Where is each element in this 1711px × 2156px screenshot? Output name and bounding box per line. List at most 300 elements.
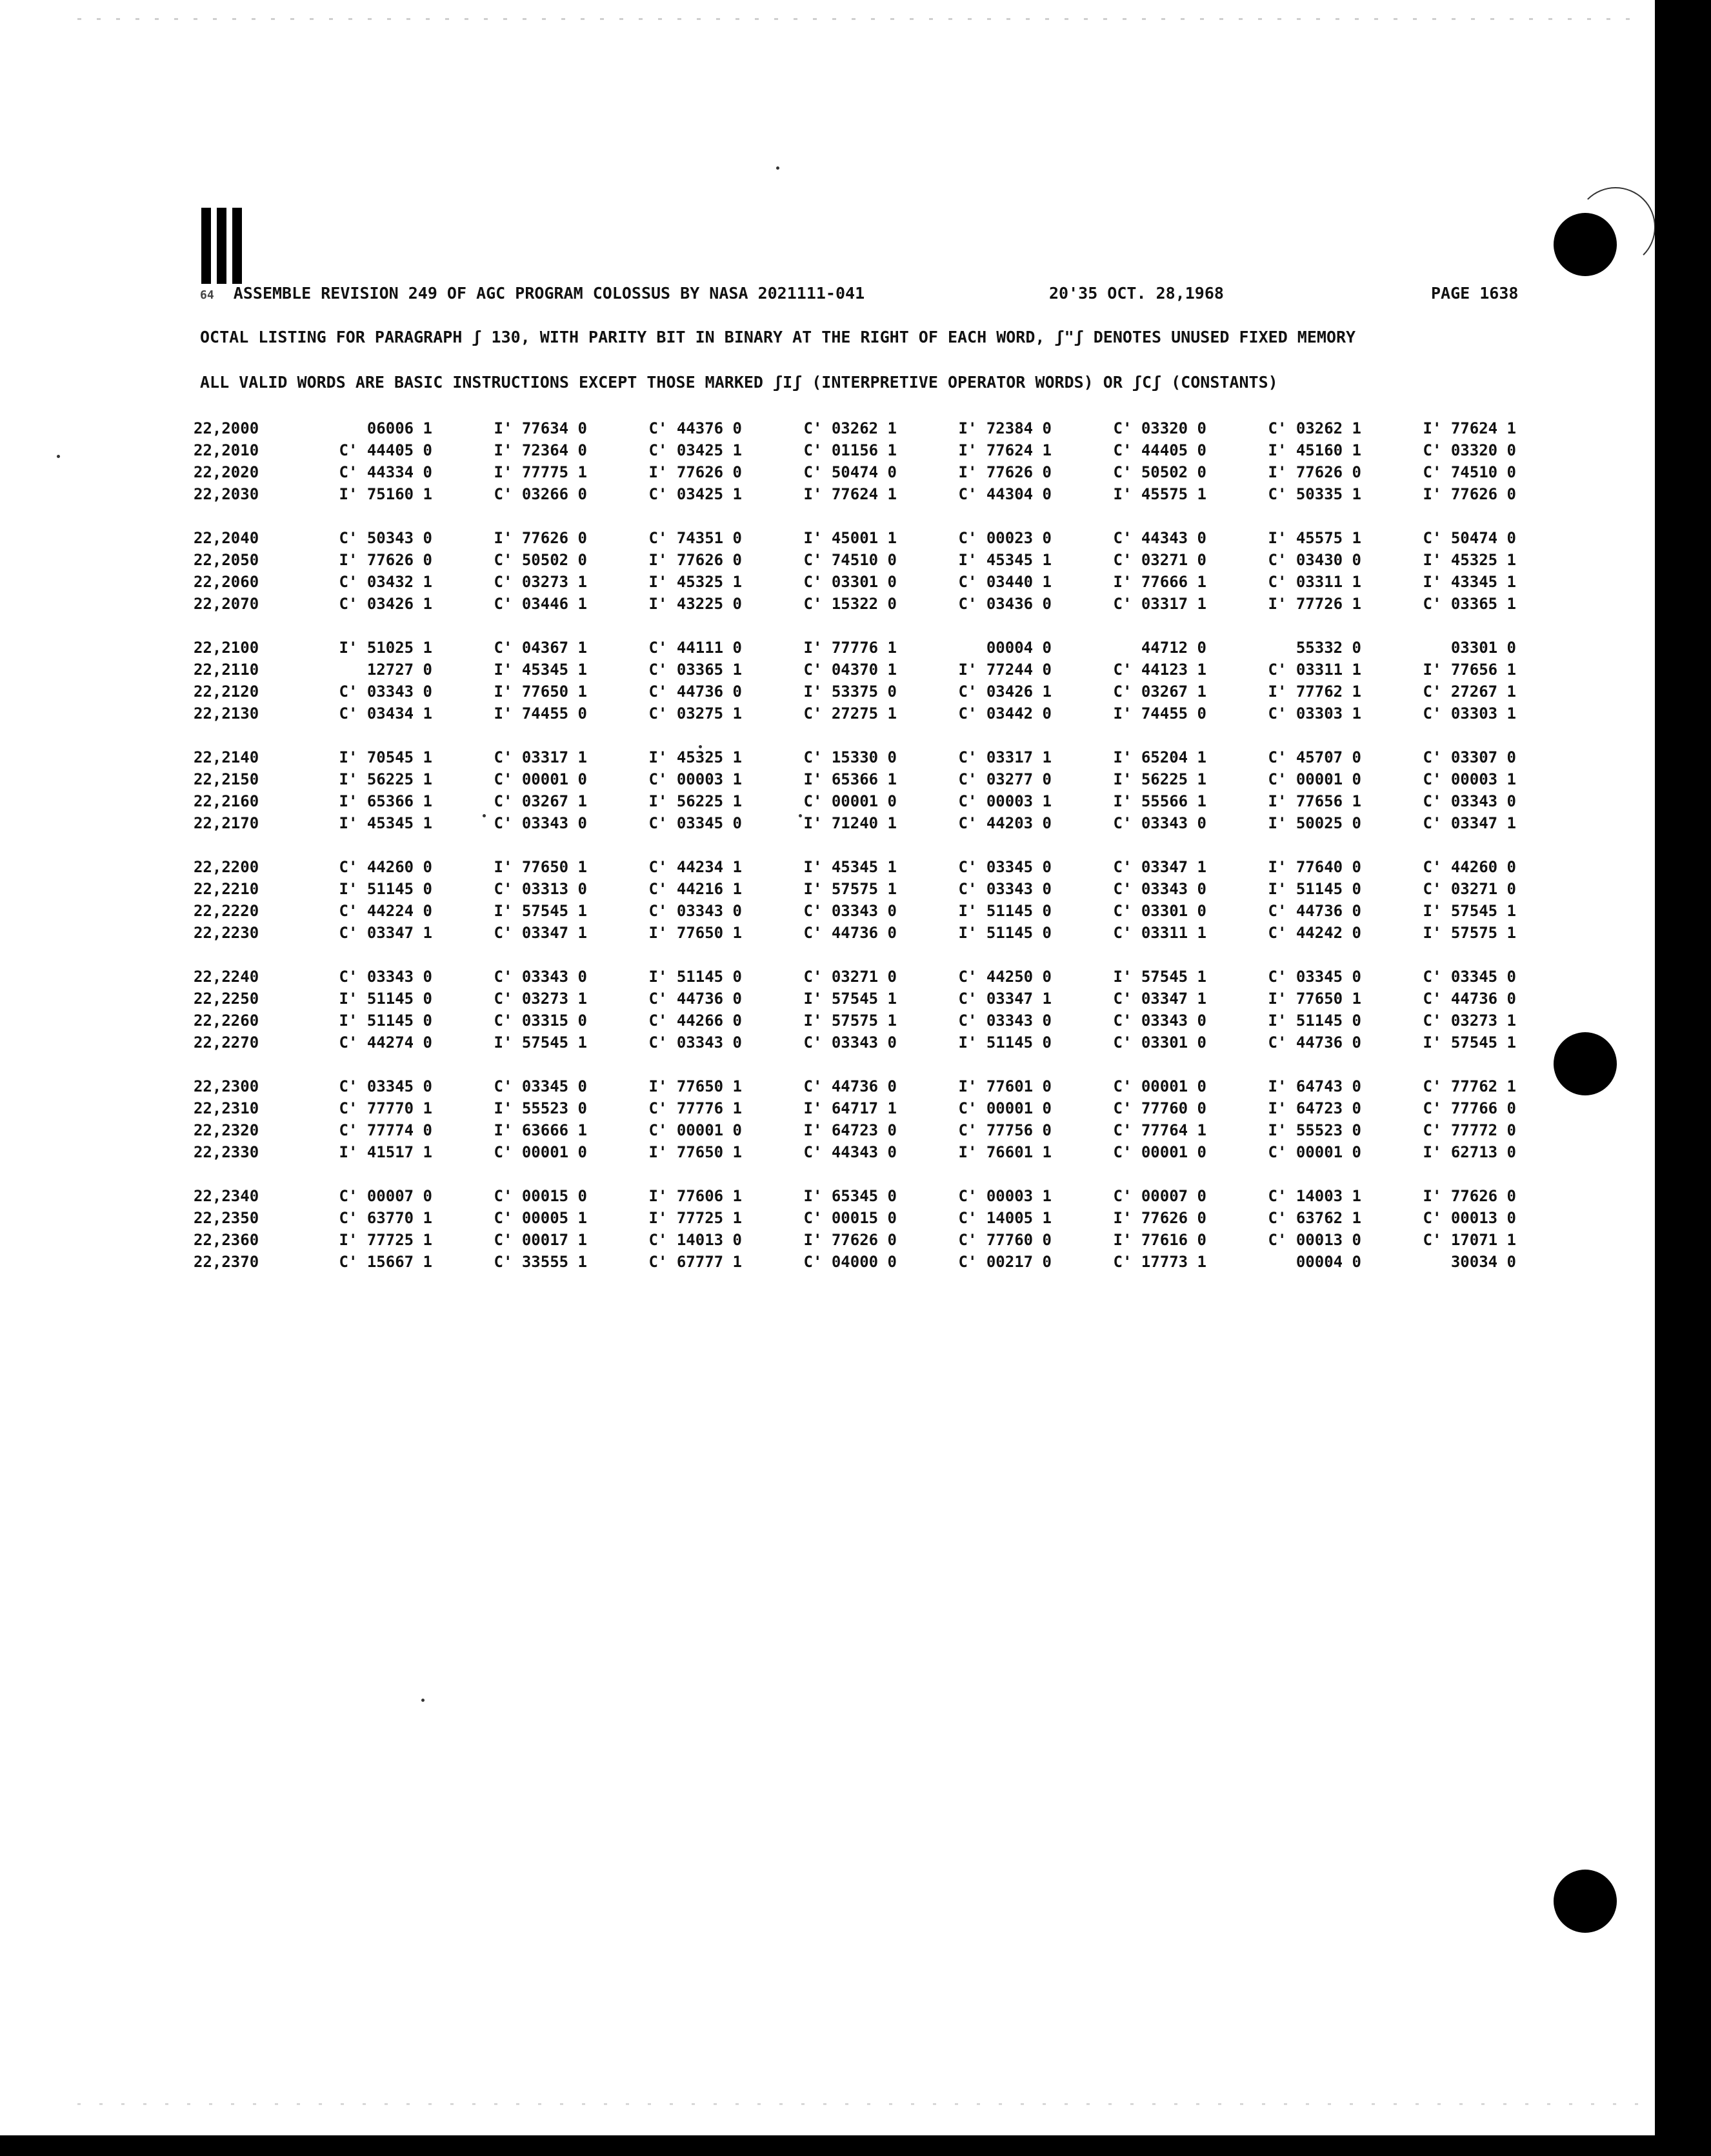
top-scan-noise [77, 18, 1639, 20]
memory-word: I' 65204 1 [1113, 748, 1206, 766]
memory-word: C' 03434 1 [339, 704, 432, 723]
listing-description: OCTAL LISTING FOR PARAGRAPH ʃ 130, WITH PARITY BIT IN BINARY AT THE RIGHT OF EACH WORD, ʃ"ʃ DENOTES UNUSED FIXED MEMORY [200, 328, 1356, 346]
memory-word: C' 03271 0 [1423, 880, 1516, 898]
memory-word: I' 72364 0 [494, 441, 587, 459]
memory-word: C' 03315 0 [494, 1012, 587, 1030]
row-address: 22,2050 [194, 551, 259, 569]
memory-word: C' 77772 0 [1423, 1121, 1516, 1139]
memory-word: I' 77725 1 [339, 1231, 432, 1249]
memory-word: I' 55523 0 [494, 1099, 587, 1117]
scan-speck [776, 166, 779, 170]
memory-word: C' 03430 0 [1268, 551, 1361, 569]
memory-word: I' 45345 1 [494, 661, 587, 679]
memory-word: I' 74455 0 [1113, 704, 1206, 723]
memory-word: 00004 0 [1268, 1253, 1361, 1271]
punch-hole-middle [1554, 1032, 1617, 1095]
memory-word: I' 57545 1 [1423, 1033, 1516, 1052]
memory-word: C' 27267 1 [1423, 683, 1516, 701]
memory-word: I' 77626 0 [1423, 1187, 1516, 1205]
memory-word: I' 57545 1 [494, 902, 587, 920]
row-address: 22,2240 [194, 968, 259, 986]
memory-word: I' 51025 1 [339, 639, 432, 657]
memory-word: C' 77774 0 [339, 1121, 432, 1139]
memory-word: I' 56225 1 [648, 792, 742, 810]
memory-word: C' 03365 1 [648, 661, 742, 679]
memory-word: I' 77624 1 [1423, 419, 1516, 437]
memory-word: C' 50474 0 [1423, 529, 1516, 547]
memory-word: I' 51145 0 [648, 968, 742, 986]
memory-word: 30034 0 [1423, 1253, 1516, 1271]
memory-word: C' 00003 1 [1423, 770, 1516, 788]
memory-word: C' 67777 1 [648, 1253, 742, 1271]
memory-word: C' 03307 0 [1423, 748, 1516, 766]
memory-word: C' 00023 0 [958, 529, 1052, 547]
memory-word: C' 77766 0 [1423, 1099, 1516, 1117]
memory-word: C' 00007 0 [339, 1187, 432, 1205]
memory-word: C' 03345 0 [494, 1077, 587, 1095]
memory-word: C' 50343 0 [339, 529, 432, 547]
page-marker: 64 [200, 288, 214, 302]
memory-word: I' 51145 0 [1268, 880, 1361, 898]
memory-word: C' 77764 1 [1113, 1121, 1206, 1139]
memory-word: I' 74455 0 [494, 704, 587, 723]
memory-word: C' 03262 1 [803, 419, 897, 437]
memory-word: C' 03311 1 [1268, 573, 1361, 591]
memory-word: C' 00015 0 [494, 1187, 587, 1205]
memory-word: C' 44304 0 [958, 485, 1052, 503]
memory-word: C' 00015 0 [803, 1209, 897, 1227]
memory-word: C' 44334 0 [339, 463, 432, 481]
memory-word: I' 51145 0 [339, 990, 432, 1008]
memory-word: C' 44242 0 [1268, 924, 1361, 942]
memory-word: C' 44343 0 [803, 1143, 897, 1161]
memory-word: I' 77650 1 [648, 1143, 742, 1161]
memory-word: C' 03275 1 [648, 704, 742, 723]
memory-word: C' 03425 1 [648, 441, 742, 459]
memory-word: C' 03273 1 [494, 573, 587, 591]
memory-word: I' 77626 0 [1113, 1209, 1206, 1227]
memory-word: C' 03271 0 [803, 968, 897, 986]
memory-word: C' 44736 0 [648, 990, 742, 1008]
memory-word: I' 70545 1 [339, 748, 432, 766]
memory-word: C' 04370 1 [803, 661, 897, 679]
memory-word: C' 50502 0 [1113, 463, 1206, 481]
row-address: 22,2370 [194, 1253, 259, 1271]
memory-word: C' 00013 0 [1423, 1209, 1516, 1227]
memory-word: I' 64717 1 [803, 1099, 897, 1117]
memory-word: C' 50474 0 [803, 463, 897, 481]
row-address: 22,2020 [194, 463, 259, 481]
memory-word: C' 00001 0 [958, 1099, 1052, 1117]
memory-word: 55332 0 [1268, 639, 1361, 657]
memory-word: C' 03345 0 [958, 858, 1052, 876]
memory-word: I' 72384 0 [958, 419, 1052, 437]
row-address: 22,2340 [194, 1187, 259, 1205]
memory-word: I' 45345 1 [803, 858, 897, 876]
memory-word: C' 03343 0 [1113, 814, 1206, 832]
memory-word: C' 03347 1 [494, 924, 587, 942]
memory-word: C' 03343 0 [1423, 792, 1516, 810]
row-address: 22,2140 [194, 748, 259, 766]
memory-word: C' 03343 0 [1113, 880, 1206, 898]
memory-word: C' 15667 1 [339, 1253, 432, 1271]
memory-word: C' 00013 0 [1268, 1231, 1361, 1249]
memory-word: I' 50025 0 [1268, 814, 1361, 832]
memory-word: C' 03267 1 [1113, 683, 1206, 701]
memory-word: I' 77726 1 [1268, 595, 1361, 613]
memory-word: I' 51145 0 [339, 880, 432, 898]
memory-word: C' 77760 0 [958, 1231, 1052, 1249]
memory-word: C' 63762 1 [1268, 1209, 1361, 1227]
memory-word: I' 77776 1 [803, 639, 897, 657]
memory-word: I' 51145 0 [339, 1012, 432, 1030]
memory-word: 44712 0 [1113, 639, 1206, 657]
memory-word: C' 77762 1 [1423, 1077, 1516, 1095]
memory-word: I' 57575 1 [803, 1012, 897, 1030]
memory-word: C' 44266 0 [648, 1012, 742, 1030]
memory-word: I' 51145 0 [958, 902, 1052, 920]
memory-word: C' 03317 1 [958, 748, 1052, 766]
memory-word: I' 45575 1 [1113, 485, 1206, 503]
memory-word: C' 15322 0 [803, 595, 897, 613]
memory-word: C' 03262 1 [1268, 419, 1361, 437]
row-address: 22,2300 [194, 1077, 259, 1095]
memory-word: C' 14013 0 [648, 1231, 742, 1249]
memory-word: C' 74351 0 [648, 529, 742, 547]
memory-word: C' 03440 1 [958, 573, 1052, 591]
memory-word: I' 77634 0 [494, 419, 587, 437]
row-address: 22,2260 [194, 1012, 259, 1030]
memory-word: I' 77666 1 [1113, 573, 1206, 591]
memory-word: C' 00001 0 [1113, 1143, 1206, 1161]
memory-word: C' 00001 0 [494, 770, 587, 788]
row-address: 22,2250 [194, 990, 259, 1008]
memory-word: C' 03313 0 [494, 880, 587, 898]
memory-word: C' 33555 1 [494, 1253, 587, 1271]
listing-title [200, 284, 865, 303]
row-address: 22,2200 [194, 858, 259, 876]
page-number: PAGE 1638 [1431, 284, 1519, 303]
row-address: 22,2150 [194, 770, 259, 788]
row-address: 22,2060 [194, 573, 259, 591]
row-address: 22,2070 [194, 595, 259, 613]
memory-word: C' 00003 1 [648, 770, 742, 788]
memory-word: C' 77776 1 [648, 1099, 742, 1117]
memory-word: I' 77601 0 [958, 1077, 1052, 1095]
memory-word: I' 77624 1 [958, 441, 1052, 459]
memory-word: C' 14003 1 [1268, 1187, 1361, 1205]
memory-word: C' 03347 1 [1423, 814, 1516, 832]
memory-word: I' 65345 0 [803, 1187, 897, 1205]
memory-word: C' 44203 0 [958, 814, 1052, 832]
memory-word: I' 77762 1 [1268, 683, 1361, 701]
memory-word: C' 03425 1 [648, 485, 742, 503]
memory-word: C' 44343 0 [1113, 529, 1206, 547]
memory-word: C' 03301 0 [803, 573, 897, 591]
memory-word: C' 00001 0 [1268, 770, 1361, 788]
row-address: 22,2000 [194, 419, 259, 437]
memory-word: I' 77650 1 [494, 858, 587, 876]
memory-word: I' 77626 0 [803, 1231, 897, 1249]
memory-word: 00004 0 [958, 639, 1052, 657]
memory-word: I' 77626 0 [648, 551, 742, 569]
memory-word: C' 03311 1 [1113, 924, 1206, 942]
memory-word: I' 75160 1 [339, 485, 432, 503]
row-address: 22,2040 [194, 529, 259, 547]
memory-word: I' 43225 0 [648, 595, 742, 613]
memory-word: I' 77650 1 [648, 924, 742, 942]
memory-word: C' 00001 0 [648, 1121, 742, 1139]
bottom-scan-noise [77, 2103, 1639, 2105]
memory-word: C' 03426 1 [339, 595, 432, 613]
listing-title-text: ASSEMBLE REVISION 249 OF AGC PROGRAM COLOSSUS BY NASA 2021111-041 [233, 284, 865, 303]
memory-word: I' 77626 0 [494, 529, 587, 547]
memory-word: C' 03436 0 [958, 595, 1052, 613]
memory-word: C' 00017 1 [494, 1231, 587, 1249]
page-bar-mark [201, 208, 249, 284]
memory-word: I' 63666 1 [494, 1121, 587, 1139]
memory-word: I' 45325 1 [1423, 551, 1516, 569]
memory-word: I' 45325 1 [648, 748, 742, 766]
memory-word: C' 03343 0 [494, 814, 587, 832]
memory-word: C' 00001 0 [1268, 1143, 1361, 1161]
memory-word: I' 55566 1 [1113, 792, 1206, 810]
memory-word: I' 77626 0 [339, 551, 432, 569]
memory-word: C' 01156 1 [803, 441, 897, 459]
row-address: 22,2230 [194, 924, 259, 942]
memory-word: C' 00003 1 [958, 792, 1052, 810]
row-address: 22,2350 [194, 1209, 259, 1227]
memory-word: C' 17773 1 [1113, 1253, 1206, 1271]
memory-word: C' 03320 0 [1423, 441, 1516, 459]
memory-word: C' 00001 0 [803, 792, 897, 810]
memory-word: I' 45160 1 [1268, 441, 1361, 459]
memory-word: 03301 0 [1423, 639, 1516, 657]
memory-word: C' 03345 0 [648, 814, 742, 832]
memory-word: I' 43345 1 [1423, 573, 1516, 591]
memory-word: I' 65366 1 [339, 792, 432, 810]
memory-word: C' 44405 0 [339, 441, 432, 459]
scan-speck [57, 455, 60, 458]
memory-word: C' 44260 0 [1423, 858, 1516, 876]
memory-word: C' 00005 1 [494, 1209, 587, 1227]
memory-word: C' 17071 1 [1423, 1231, 1516, 1249]
memory-word: I' 77616 0 [1113, 1231, 1206, 1249]
memory-word: C' 44250 0 [958, 968, 1052, 986]
row-address: 22,2100 [194, 639, 259, 657]
memory-word: I' 77624 1 [803, 485, 897, 503]
row-address: 22,2320 [194, 1121, 259, 1139]
memory-word: C' 03267 1 [494, 792, 587, 810]
punch-hole-arc [1576, 187, 1655, 267]
memory-word: C' 77760 0 [1113, 1099, 1206, 1117]
memory-word: C' 74510 0 [803, 551, 897, 569]
memory-word: I' 57575 1 [803, 880, 897, 898]
memory-word: C' 03343 0 [339, 968, 432, 986]
memory-word: I' 45001 1 [803, 529, 897, 547]
memory-word: C' 03343 0 [803, 902, 897, 920]
row-address: 22,2270 [194, 1033, 259, 1052]
memory-word: C' 03277 0 [958, 770, 1052, 788]
memory-word: I' 71240 1 [803, 814, 897, 832]
memory-word: C' 03345 0 [339, 1077, 432, 1095]
memory-word: C' 44274 0 [339, 1033, 432, 1052]
memory-word: C' 44736 0 [803, 924, 897, 942]
memory-word: C' 03303 1 [1268, 704, 1361, 723]
memory-word: C' 04000 0 [803, 1253, 897, 1271]
memory-word: I' 64743 0 [1268, 1077, 1361, 1095]
memory-word: I' 77626 0 [958, 463, 1052, 481]
memory-word: C' 04367 1 [494, 639, 587, 657]
memory-word: C' 03301 0 [1113, 902, 1206, 920]
memory-word: C' 50335 1 [1268, 485, 1361, 503]
memory-word: C' 03345 0 [1268, 968, 1361, 986]
memory-word: C' 45707 0 [1268, 748, 1361, 766]
memory-word: I' 65366 1 [803, 770, 897, 788]
memory-word: C' 03301 0 [1113, 1033, 1206, 1052]
memory-word: C' 44736 0 [1268, 1033, 1361, 1052]
header-line-3 [200, 373, 1529, 399]
memory-word: I' 41517 1 [339, 1143, 432, 1161]
memory-word: I' 77775 1 [494, 463, 587, 481]
memory-word: C' 03343 0 [958, 1012, 1052, 1030]
memory-word: C' 44736 0 [1268, 902, 1361, 920]
memory-word: C' 03343 0 [648, 902, 742, 920]
memory-word: C' 44736 0 [803, 1077, 897, 1095]
memory-word: C' 15330 0 [803, 748, 897, 766]
row-address: 22,2030 [194, 485, 259, 503]
memory-word: C' 44736 0 [1423, 990, 1516, 1008]
memory-word: I' 77650 1 [648, 1077, 742, 1095]
row-address: 22,2010 [194, 441, 259, 459]
memory-word: I' 45345 1 [958, 551, 1052, 569]
punch-hole-bottom [1554, 1870, 1617, 1933]
memory-word: I' 57545 1 [494, 1033, 587, 1052]
memory-word: I' 57545 1 [1113, 968, 1206, 986]
memory-word: I' 51145 0 [958, 924, 1052, 942]
memory-word: I' 56225 1 [1113, 770, 1206, 788]
memory-word: I' 77640 0 [1268, 858, 1361, 876]
memory-word: I' 76601 1 [958, 1143, 1052, 1161]
memory-word: C' 03303 1 [1423, 704, 1516, 723]
memory-word: C' 03426 1 [958, 683, 1052, 701]
memory-word: I' 77656 1 [1423, 661, 1516, 679]
memory-word: C' 00001 0 [1113, 1077, 1206, 1095]
memory-word: I' 64723 0 [1268, 1099, 1361, 1117]
memory-word: I' 53375 0 [803, 683, 897, 701]
memory-word: C' 03347 1 [1113, 990, 1206, 1008]
memory-word: C' 44260 0 [339, 858, 432, 876]
memory-word: C' 03273 1 [494, 990, 587, 1008]
memory-word: C' 44234 1 [648, 858, 742, 876]
memory-word: C' 03345 0 [1423, 968, 1516, 986]
memory-word: I' 45345 1 [339, 814, 432, 832]
row-address: 22,2310 [194, 1099, 259, 1117]
memory-word: I' 45575 1 [1268, 529, 1361, 547]
listing-legend: ALL VALID WORDS ARE BASIC INSTRUCTIONS EXCEPT THOSE MARKED ʃIʃ (INTERPRETIVE OPERATOR WORDS) OR ʃCʃ (CONSTANTS) [200, 373, 1278, 392]
memory-word: C' 44376 0 [648, 419, 742, 437]
memory-word: C' 03343 0 [339, 683, 432, 701]
row-address: 22,2330 [194, 1143, 259, 1161]
row-address: 22,2120 [194, 683, 259, 701]
memory-word: C' 27275 1 [803, 704, 897, 723]
memory-word: I' 51145 0 [958, 1033, 1052, 1052]
row-address: 22,2220 [194, 902, 259, 920]
memory-word: C' 44111 0 [648, 639, 742, 657]
memory-word: I' 77626 0 [1423, 485, 1516, 503]
memory-word: C' 03347 1 [1113, 858, 1206, 876]
memory-word: C' 44224 0 [339, 902, 432, 920]
memory-word: C' 44216 1 [648, 880, 742, 898]
row-address: 22,2170 [194, 814, 259, 832]
memory-word: C' 63770 1 [339, 1209, 432, 1227]
row-address: 22,2130 [194, 704, 259, 723]
memory-word: C' 00003 1 [958, 1187, 1052, 1205]
memory-word: I' 77244 0 [958, 661, 1052, 679]
memory-word: C' 00007 0 [1113, 1187, 1206, 1205]
memory-word: C' 03317 1 [494, 748, 587, 766]
memory-word: I' 77626 0 [1268, 463, 1361, 481]
memory-word: I' 51145 0 [1268, 1012, 1361, 1030]
memory-word: C' 03365 1 [1423, 595, 1516, 613]
memory-word: I' 77626 0 [648, 463, 742, 481]
memory-word: 06006 1 [339, 419, 432, 437]
memory-word: C' 14005 1 [958, 1209, 1052, 1227]
memory-word: 12727 0 [339, 661, 432, 679]
memory-word: C' 03343 0 [1113, 1012, 1206, 1030]
header-line-1 [200, 284, 1529, 310]
memory-word: C' 03273 1 [1423, 1012, 1516, 1030]
memory-word: C' 03343 0 [648, 1033, 742, 1052]
memory-word: C' 44123 1 [1113, 661, 1206, 679]
memory-word: C' 03446 1 [494, 595, 587, 613]
memory-word: I' 62713 0 [1423, 1143, 1516, 1161]
memory-word: I' 77656 1 [1268, 792, 1361, 810]
memory-word: C' 00001 0 [494, 1143, 587, 1161]
memory-word: C' 03347 1 [958, 990, 1052, 1008]
listing-timestamp: 20'35 OCT. 28,1968 [1049, 284, 1224, 303]
memory-word: C' 00217 0 [958, 1253, 1052, 1271]
memory-word: C' 03343 0 [958, 880, 1052, 898]
memory-word: C' 03271 0 [1113, 551, 1206, 569]
memory-word: I' 77650 1 [494, 683, 587, 701]
memory-word: C' 74510 0 [1423, 463, 1516, 481]
memory-word: I' 77606 1 [648, 1187, 742, 1205]
row-address: 22,2160 [194, 792, 259, 810]
memory-word: C' 03347 1 [339, 924, 432, 942]
memory-word: C' 03266 0 [494, 485, 587, 503]
memory-word: I' 57545 1 [1423, 902, 1516, 920]
memory-word: I' 45325 1 [648, 573, 742, 591]
memory-word: I' 64723 0 [803, 1121, 897, 1139]
memory-word: C' 03432 1 [339, 573, 432, 591]
scan-speck [421, 1699, 425, 1702]
memory-word: C' 03343 0 [803, 1033, 897, 1052]
memory-word: C' 77770 1 [339, 1099, 432, 1117]
memory-word: I' 57545 1 [803, 990, 897, 1008]
memory-word: C' 03317 1 [1113, 595, 1206, 613]
memory-word: I' 57575 1 [1423, 924, 1516, 942]
memory-word: I' 56225 1 [339, 770, 432, 788]
row-address: 22,2210 [194, 880, 259, 898]
header-line-2 [200, 328, 1529, 354]
memory-word: C' 03311 1 [1268, 661, 1361, 679]
memory-word: C' 77756 0 [958, 1121, 1052, 1139]
memory-word: C' 03442 0 [958, 704, 1052, 723]
memory-word: C' 44736 0 [648, 683, 742, 701]
memory-word: I' 55523 0 [1268, 1121, 1361, 1139]
memory-word: C' 03320 0 [1113, 419, 1206, 437]
